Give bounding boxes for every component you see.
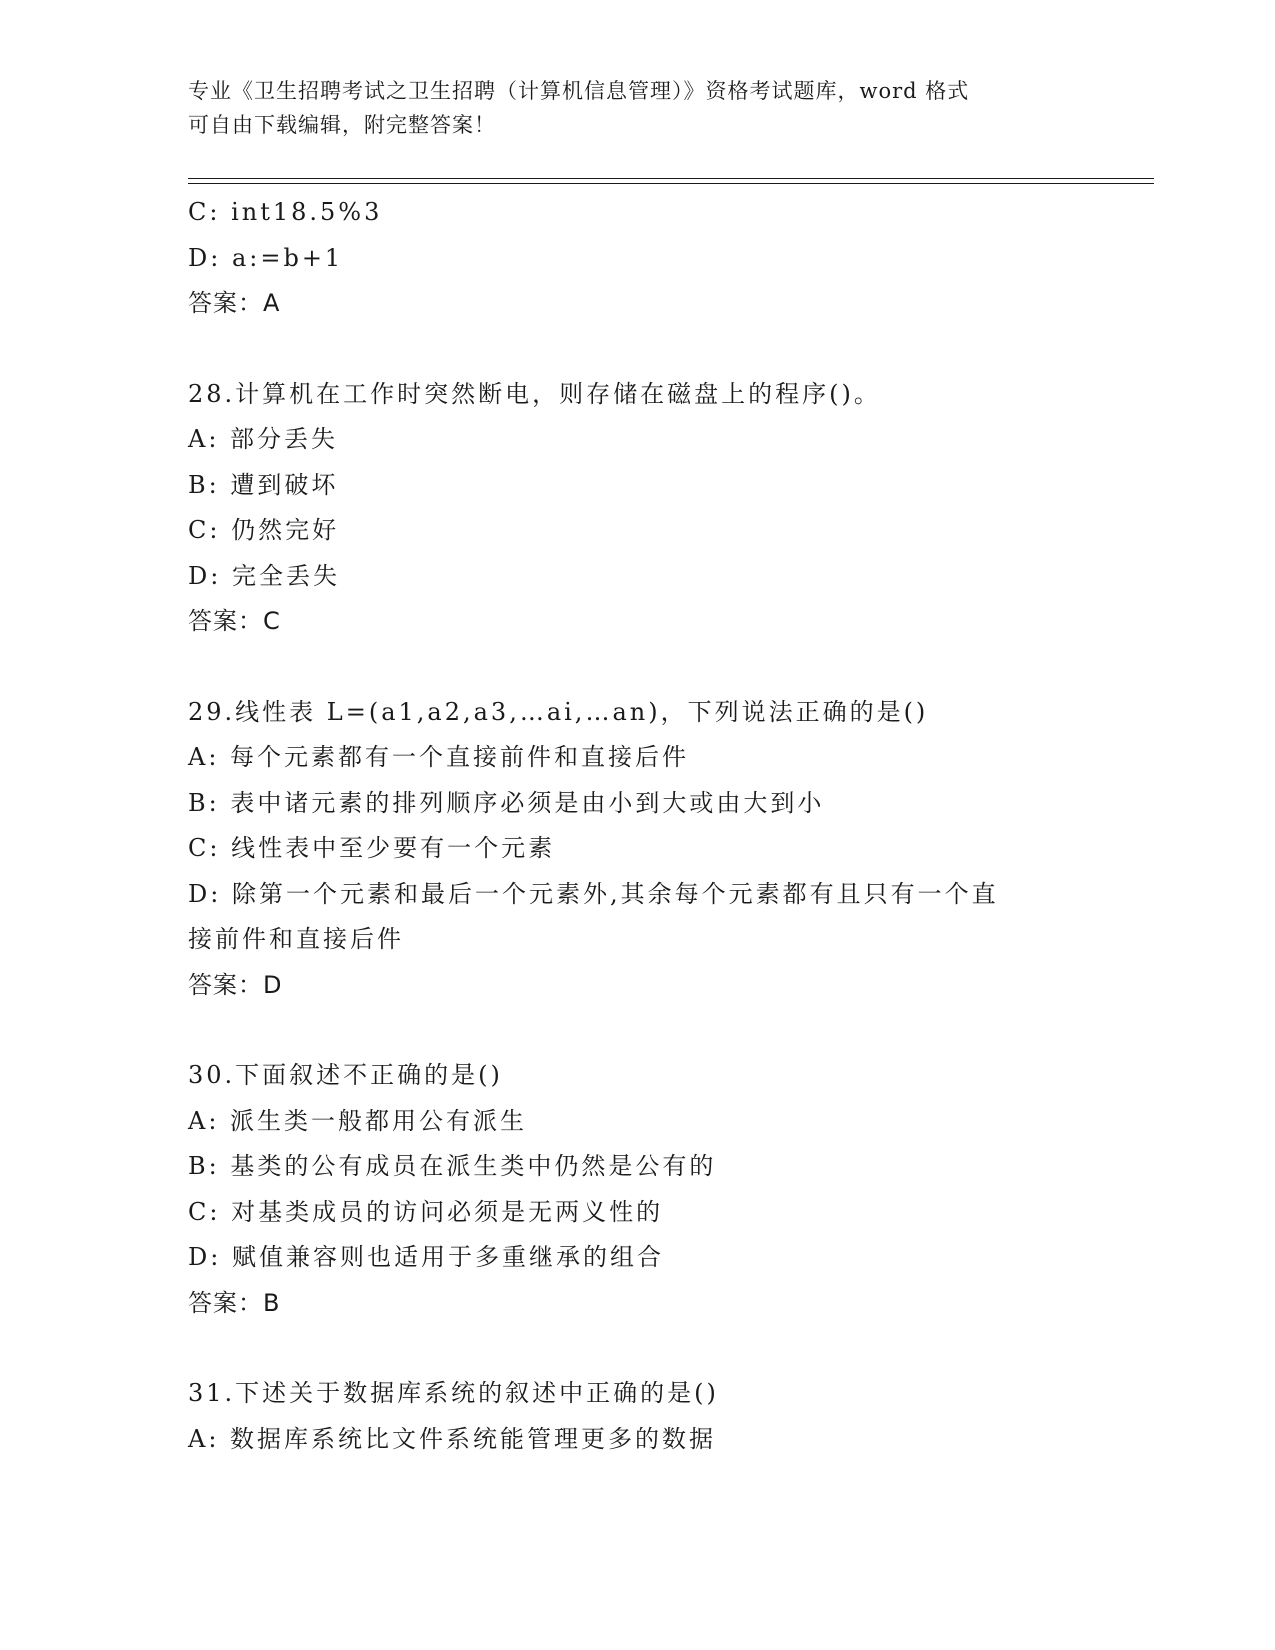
option-c: C: int18.5%3 [188, 198, 383, 226]
question-30 [188, 1053, 1088, 1326]
option-d: D: 完全丢失 [188, 561, 340, 590]
document-header [188, 74, 1068, 142]
question-text: 30.下面叙述不正确的是() [188, 1061, 503, 1089]
option-b: B: 基类的公有成员在派生类中仍然是公有的 [188, 1152, 717, 1180]
question-text: 28.计算机在工作时突然断电，则存储在磁盘上的程序()。 [188, 379, 881, 408]
option-d: D: 赋值兼容则也适用于多重继承的组合 [188, 1243, 664, 1271]
option-d: D: 除第一个元素和最后一个元素外,其余每个元素都有且只有一个直 [188, 879, 999, 908]
question-text: 29.线性表 L=(a1,a2,a3,…ai,…an)，下列说法正确的是() [188, 697, 929, 726]
answer-label: 答案：B [188, 1288, 281, 1317]
option-a: A: 派生类一般都用公有派生 [188, 1106, 528, 1135]
question-28 [188, 372, 1088, 645]
question-31 [188, 1371, 1088, 1462]
header-title-line-1: 专业《卫生招聘考试之卫生招聘（计算机信息管理）》资格考试题库，word 格式 [188, 79, 970, 103]
option-d: D: a:=b+1 [188, 243, 344, 272]
question-text: 31.下述关于数据库系统的叙述中正确的是() [188, 1379, 719, 1407]
option-a: A: 部分丢失 [188, 425, 339, 453]
answer-label: 答案：D [188, 970, 283, 999]
header-title-line-2: 可自由下载编辑，附完整答案！ [188, 113, 496, 137]
answer-label: 答案：C [188, 607, 281, 635]
option-c: C: 线性表中至少要有一个元素 [188, 834, 556, 862]
option-a: A: 数据库系统比文件系统能管理更多的数据 [188, 1424, 717, 1453]
option-b: B: 遭到破坏 [188, 470, 339, 499]
option-c: C: 对基类成员的访问必须是无两义性的 [188, 1197, 664, 1226]
question-29 [188, 690, 1088, 1009]
option-a: A: 每个元素都有一个直接前件和直接后件 [188, 743, 690, 771]
question-list [188, 190, 1088, 1462]
header-divider-top [188, 178, 1154, 179]
option-c: C: 仍然完好 [188, 516, 340, 544]
option-d-continuation: 接前件和直接后件 [188, 925, 404, 953]
question-27-continuation [188, 190, 1088, 327]
answer-label: 答案：A [188, 289, 281, 317]
header-divider-bottom [188, 183, 1154, 184]
option-b: B: 表中诸元素的排列顺序必须是由小到大或由大到小 [188, 788, 825, 817]
